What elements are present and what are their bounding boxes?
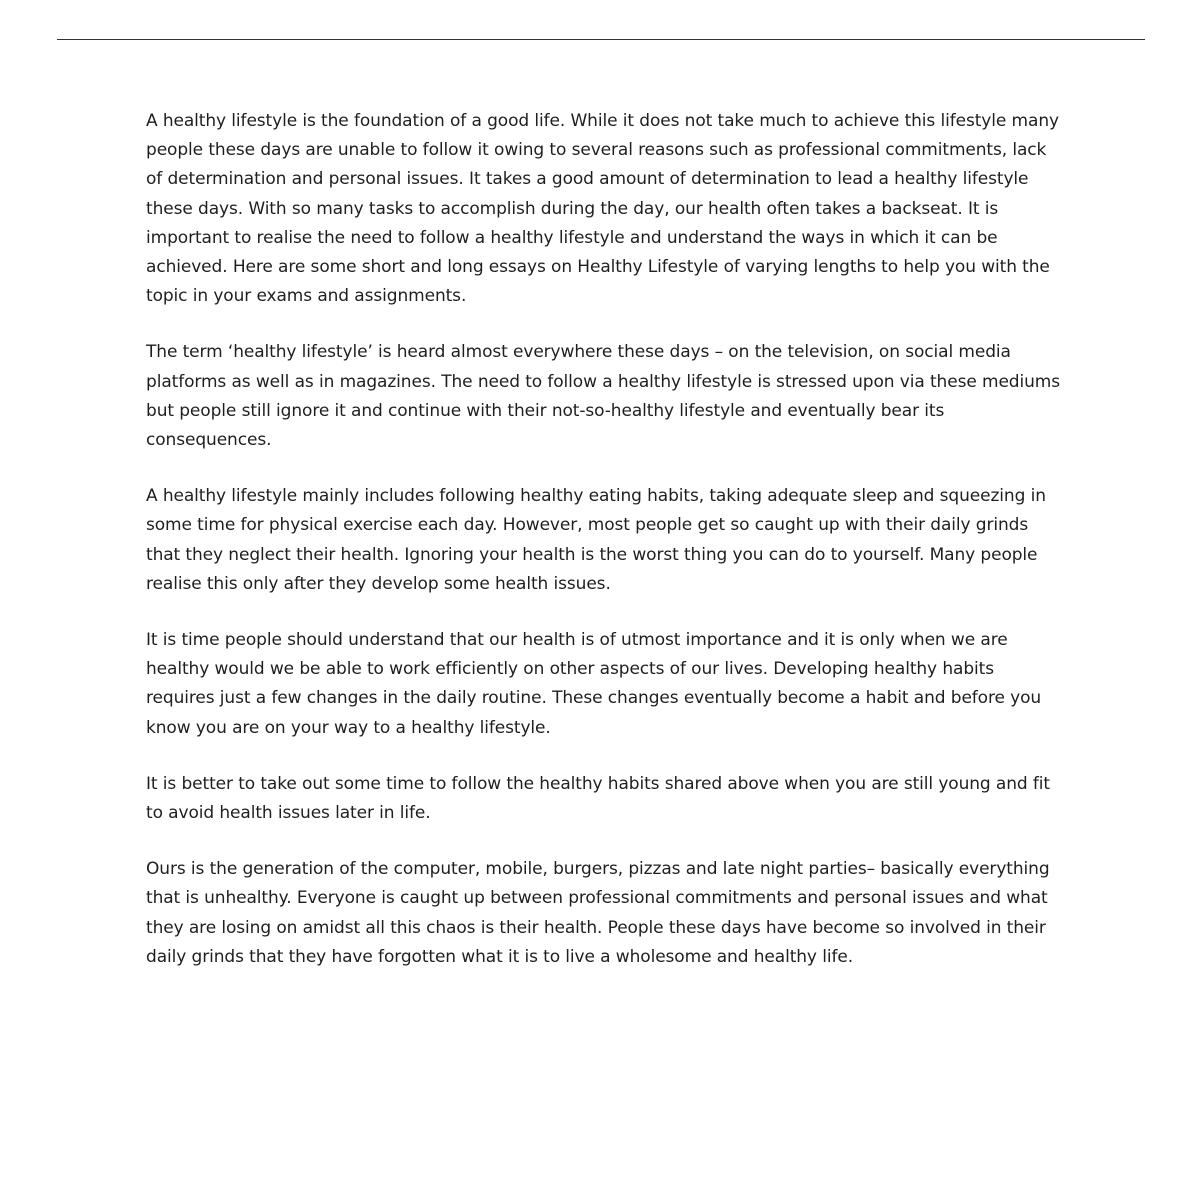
paragraph-term: The term ‘healthy lifestyle’ is heard almost everywhere these days – on the television, on social media platforms as well as in magazines. The need to follow a healthy lifestyle is stressed upon via these mediums but people still ignore it and continue with their not-so-healthy lifestyle and eventually bear its consequences. — [146, 342, 1061, 451]
paragraph-intro: A healthy lifestyle is the foundation of a good life. While it does not take much to achieve this lifestyle many people these days are unable to follow it owing to several reasons such as professional commitments, lack of determination and personal issues. It takes a good amount of determination to lead a healthy lifestyle these days. With so many tasks to accomplish during the day, our health often takes a backseat. It is important to realise the need to follow a healthy lifestyle and understand the ways in which it can be achieved. Here are some short and long essays on Healthy Lifestyle of varying lengths to help you with the topic in your exams and assignments. — [146, 111, 1059, 307]
document-body — [146, 107, 1062, 999]
paragraph-generation: Ours is the generation of the computer, mobile, burgers, pizzas and late night parties– basically everything that is unhealthy. Everyone is caught up between professional commitments and personal issues and what they are losing on amidst all this chaos is their health. People these days have become so involved in their daily grinds that they have forgotten what it is to live a wholesome and healthy life. — [146, 859, 1050, 967]
header-rule — [57, 39, 1145, 40]
paragraph-young: It is better to take out some time to follow the healthy habits shared above when you are still young and fit to avoid health issues later in life. — [146, 773, 1050, 824]
paragraph-importance: It is time people should understand that our health is of utmost importance and it is only when we are healthy would we be able to work efficiently on other aspects of our lives. Developing healthy habits requires just a few changes in the daily routine. These changes eventually become a habit and before you know you are on your way to a healthy lifestyle. — [146, 630, 1042, 738]
paragraph-habits: A healthy lifestyle mainly includes following healthy eating habits, taking adequate sleep and squeezing in some time for physical exercise each day. However, most people get so caught up with their daily grinds that they neglect their health. Ignoring your health is the worst thing you can do to yourself. Many people realise this only after they develop some health issues. — [146, 486, 1046, 594]
